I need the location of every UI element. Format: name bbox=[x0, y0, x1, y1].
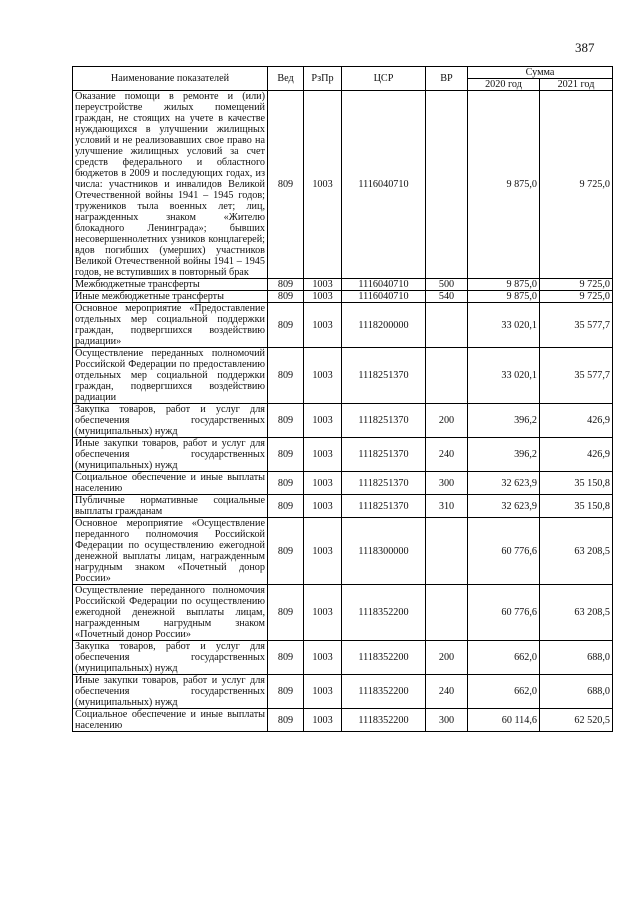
row-csr: 1118300000 bbox=[342, 518, 426, 585]
header-vr: ВР bbox=[426, 67, 468, 91]
row-sum-2021: 9 725,0 bbox=[540, 291, 613, 303]
row-sum-2021: 688,0 bbox=[540, 641, 613, 675]
row-sum-2020: 396,2 bbox=[468, 438, 540, 472]
row-sum-2020: 9 875,0 bbox=[468, 91, 540, 279]
row-name: Иные межбюджетные трансферты bbox=[73, 291, 268, 303]
row-sum-2020: 662,0 bbox=[468, 641, 540, 675]
row-rzpr: 1003 bbox=[304, 91, 342, 279]
row-name: Основное мероприятие «Предоставление отдельных мер социальной поддержки граждан, подвергшихся воздействию радиации» bbox=[73, 303, 268, 348]
row-vr: 300 bbox=[426, 709, 468, 732]
table-row bbox=[73, 303, 613, 348]
table-row bbox=[73, 472, 613, 495]
table-row bbox=[73, 291, 613, 303]
row-ved: 809 bbox=[268, 279, 304, 291]
row-vr: 240 bbox=[426, 438, 468, 472]
row-rzpr: 1003 bbox=[304, 404, 342, 438]
row-rzpr: 1003 bbox=[304, 675, 342, 709]
row-vr: 500 bbox=[426, 279, 468, 291]
row-csr: 1116040710 bbox=[342, 279, 426, 291]
table-body bbox=[73, 91, 613, 732]
row-sum-2021: 35 577,7 bbox=[540, 303, 613, 348]
row-rzpr: 1003 bbox=[304, 641, 342, 675]
row-sum-2021: 9 725,0 bbox=[540, 91, 613, 279]
row-name: Межбюджетные трансферты bbox=[73, 279, 268, 291]
row-ved: 809 bbox=[268, 291, 304, 303]
row-rzpr: 1003 bbox=[304, 585, 342, 641]
row-vr bbox=[426, 303, 468, 348]
row-sum-2020: 60 776,6 bbox=[468, 585, 540, 641]
row-name: Закупка товаров, работ и услуг для обеспечения государственных (муниципальных) нужд bbox=[73, 641, 268, 675]
row-ved: 809 bbox=[268, 348, 304, 404]
header-csr: ЦСР bbox=[342, 67, 426, 91]
row-sum-2021: 62 520,5 bbox=[540, 709, 613, 732]
row-csr: 1118251370 bbox=[342, 472, 426, 495]
header-rzpr: РзПр bbox=[304, 67, 342, 91]
row-vr bbox=[426, 91, 468, 279]
row-sum-2020: 396,2 bbox=[468, 404, 540, 438]
row-vr bbox=[426, 585, 468, 641]
row-sum-2021: 688,0 bbox=[540, 675, 613, 709]
page-number: 387 bbox=[575, 40, 595, 55]
row-csr: 1118352200 bbox=[342, 709, 426, 732]
row-rzpr: 1003 bbox=[304, 291, 342, 303]
table-row bbox=[73, 518, 613, 585]
row-sum-2020: 9 875,0 bbox=[468, 291, 540, 303]
row-sum-2020: 662,0 bbox=[468, 675, 540, 709]
row-vr: 200 bbox=[426, 404, 468, 438]
row-vr: 240 bbox=[426, 675, 468, 709]
table-row bbox=[73, 279, 613, 291]
row-name: Закупка товаров, работ и услуг для обеспечения государственных (муниципальных) нужд bbox=[73, 404, 268, 438]
row-csr: 1118352200 bbox=[342, 585, 426, 641]
row-sum-2021: 426,9 bbox=[540, 404, 613, 438]
row-sum-2020: 60 114,6 bbox=[468, 709, 540, 732]
row-ved: 809 bbox=[268, 518, 304, 585]
row-vr: 540 bbox=[426, 291, 468, 303]
table-header bbox=[73, 67, 613, 91]
table-row bbox=[73, 404, 613, 438]
header-name: Наименование показателей bbox=[73, 67, 268, 91]
header-ved: Вед bbox=[268, 67, 304, 91]
table-row bbox=[73, 675, 613, 709]
row-vr: 310 bbox=[426, 495, 468, 518]
row-rzpr: 1003 bbox=[304, 438, 342, 472]
table-row bbox=[73, 348, 613, 404]
row-rzpr: 1003 bbox=[304, 709, 342, 732]
row-sum-2021: 63 208,5 bbox=[540, 585, 613, 641]
row-rzpr: 1003 bbox=[304, 495, 342, 518]
table-row bbox=[73, 438, 613, 472]
row-sum-2021: 9 725,0 bbox=[540, 279, 613, 291]
row-ved: 809 bbox=[268, 495, 304, 518]
header-year-2020: 2020 год bbox=[468, 79, 540, 91]
row-name: Основное мероприятие «Осуществление переданного полномочия Российской Федерации по осуществлению ежегодной денежной выплаты лицам, награжденным нагрудным знаком «Почетный донор России» bbox=[73, 518, 268, 585]
row-vr: 300 bbox=[426, 472, 468, 495]
row-csr: 1118251370 bbox=[342, 495, 426, 518]
row-ved: 809 bbox=[268, 91, 304, 279]
table-row bbox=[73, 91, 613, 279]
row-csr: 1116040710 bbox=[342, 291, 426, 303]
row-ved: 809 bbox=[268, 438, 304, 472]
row-name: Осуществление переданного полномочия Российской Федерации по осуществлению ежегодной денежной выплаты лицам, награжденным нагрудным знаком «Почетный донор России» bbox=[73, 585, 268, 641]
row-sum-2021: 35 150,8 bbox=[540, 495, 613, 518]
row-sum-2020: 33 020,1 bbox=[468, 303, 540, 348]
row-ved: 809 bbox=[268, 675, 304, 709]
row-name: Осуществление переданных полномочий Российской Федерации по предоставлению отдельных мер социальной поддержки граждан, подвергшихся воздействию радиации bbox=[73, 348, 268, 404]
row-sum-2021: 35 150,8 bbox=[540, 472, 613, 495]
row-csr: 1118200000 bbox=[342, 303, 426, 348]
table-row bbox=[73, 495, 613, 518]
row-sum-2020: 60 776,6 bbox=[468, 518, 540, 585]
row-ved: 809 bbox=[268, 472, 304, 495]
table-row bbox=[73, 585, 613, 641]
row-csr: 1116040710 bbox=[342, 91, 426, 279]
row-name: Социальное обеспечение и иные выплаты населению bbox=[73, 709, 268, 732]
row-sum-2020: 32 623,9 bbox=[468, 495, 540, 518]
row-name: Иные закупки товаров, работ и услуг для обеспечения государственных (муниципальных) нужд bbox=[73, 438, 268, 472]
row-vr bbox=[426, 348, 468, 404]
row-name: Иные закупки товаров, работ и услуг для обеспечения государственных (муниципальных) нужд bbox=[73, 675, 268, 709]
row-ved: 809 bbox=[268, 404, 304, 438]
table-row bbox=[73, 641, 613, 675]
row-csr: 1118352200 bbox=[342, 675, 426, 709]
row-sum-2021: 426,9 bbox=[540, 438, 613, 472]
row-sum-2020: 33 020,1 bbox=[468, 348, 540, 404]
row-rzpr: 1003 bbox=[304, 279, 342, 291]
row-ved: 809 bbox=[268, 641, 304, 675]
row-vr bbox=[426, 518, 468, 585]
row-sum-2020: 32 623,9 bbox=[468, 472, 540, 495]
row-sum-2021: 35 577,7 bbox=[540, 348, 613, 404]
header-year-2021: 2021 год bbox=[540, 79, 613, 91]
row-csr: 1118352200 bbox=[342, 641, 426, 675]
row-rzpr: 1003 bbox=[304, 518, 342, 585]
row-csr: 1118251370 bbox=[342, 438, 426, 472]
row-ved: 809 bbox=[268, 585, 304, 641]
row-rzpr: 1003 bbox=[304, 348, 342, 404]
row-name: Социальное обеспечение и иные выплаты населению bbox=[73, 472, 268, 495]
row-ved: 809 bbox=[268, 709, 304, 732]
row-csr: 1118251370 bbox=[342, 404, 426, 438]
row-vr: 200 bbox=[426, 641, 468, 675]
budget-table bbox=[72, 66, 613, 732]
row-rzpr: 1003 bbox=[304, 303, 342, 348]
row-name: Публичные нормативные социальные выплаты гражданам bbox=[73, 495, 268, 518]
row-csr: 1118251370 bbox=[342, 348, 426, 404]
row-sum-2021: 63 208,5 bbox=[540, 518, 613, 585]
row-name: Оказание помощи в ремонте и (или) переустройстве жилых помещений граждан, не стоящих на учете в качестве нуждающихся в улучшении жилищных условий и не реализовавших свое право на улучшение жилищных условий за счет средств федерального и областного бюджетов в 2009 и последующих годах, из числа: участников и инвалидов Великой Отечественной войны 1941 – 1945 годов; тружеников тыла военных лет; лиц, награжденных знаком «Жителю блокадного Ленинграда»; бывших несовершеннолетних узников концлагерей; вдов погибших (умерших) участников Великой Отечественной войны 1941 – 1945 годов, не вступивших в повторный брак bbox=[73, 91, 268, 279]
row-ved: 809 bbox=[268, 303, 304, 348]
row-sum-2020: 9 875,0 bbox=[468, 279, 540, 291]
header-sum: Сумма bbox=[468, 67, 613, 79]
row-rzpr: 1003 bbox=[304, 472, 342, 495]
table-row bbox=[73, 709, 613, 732]
